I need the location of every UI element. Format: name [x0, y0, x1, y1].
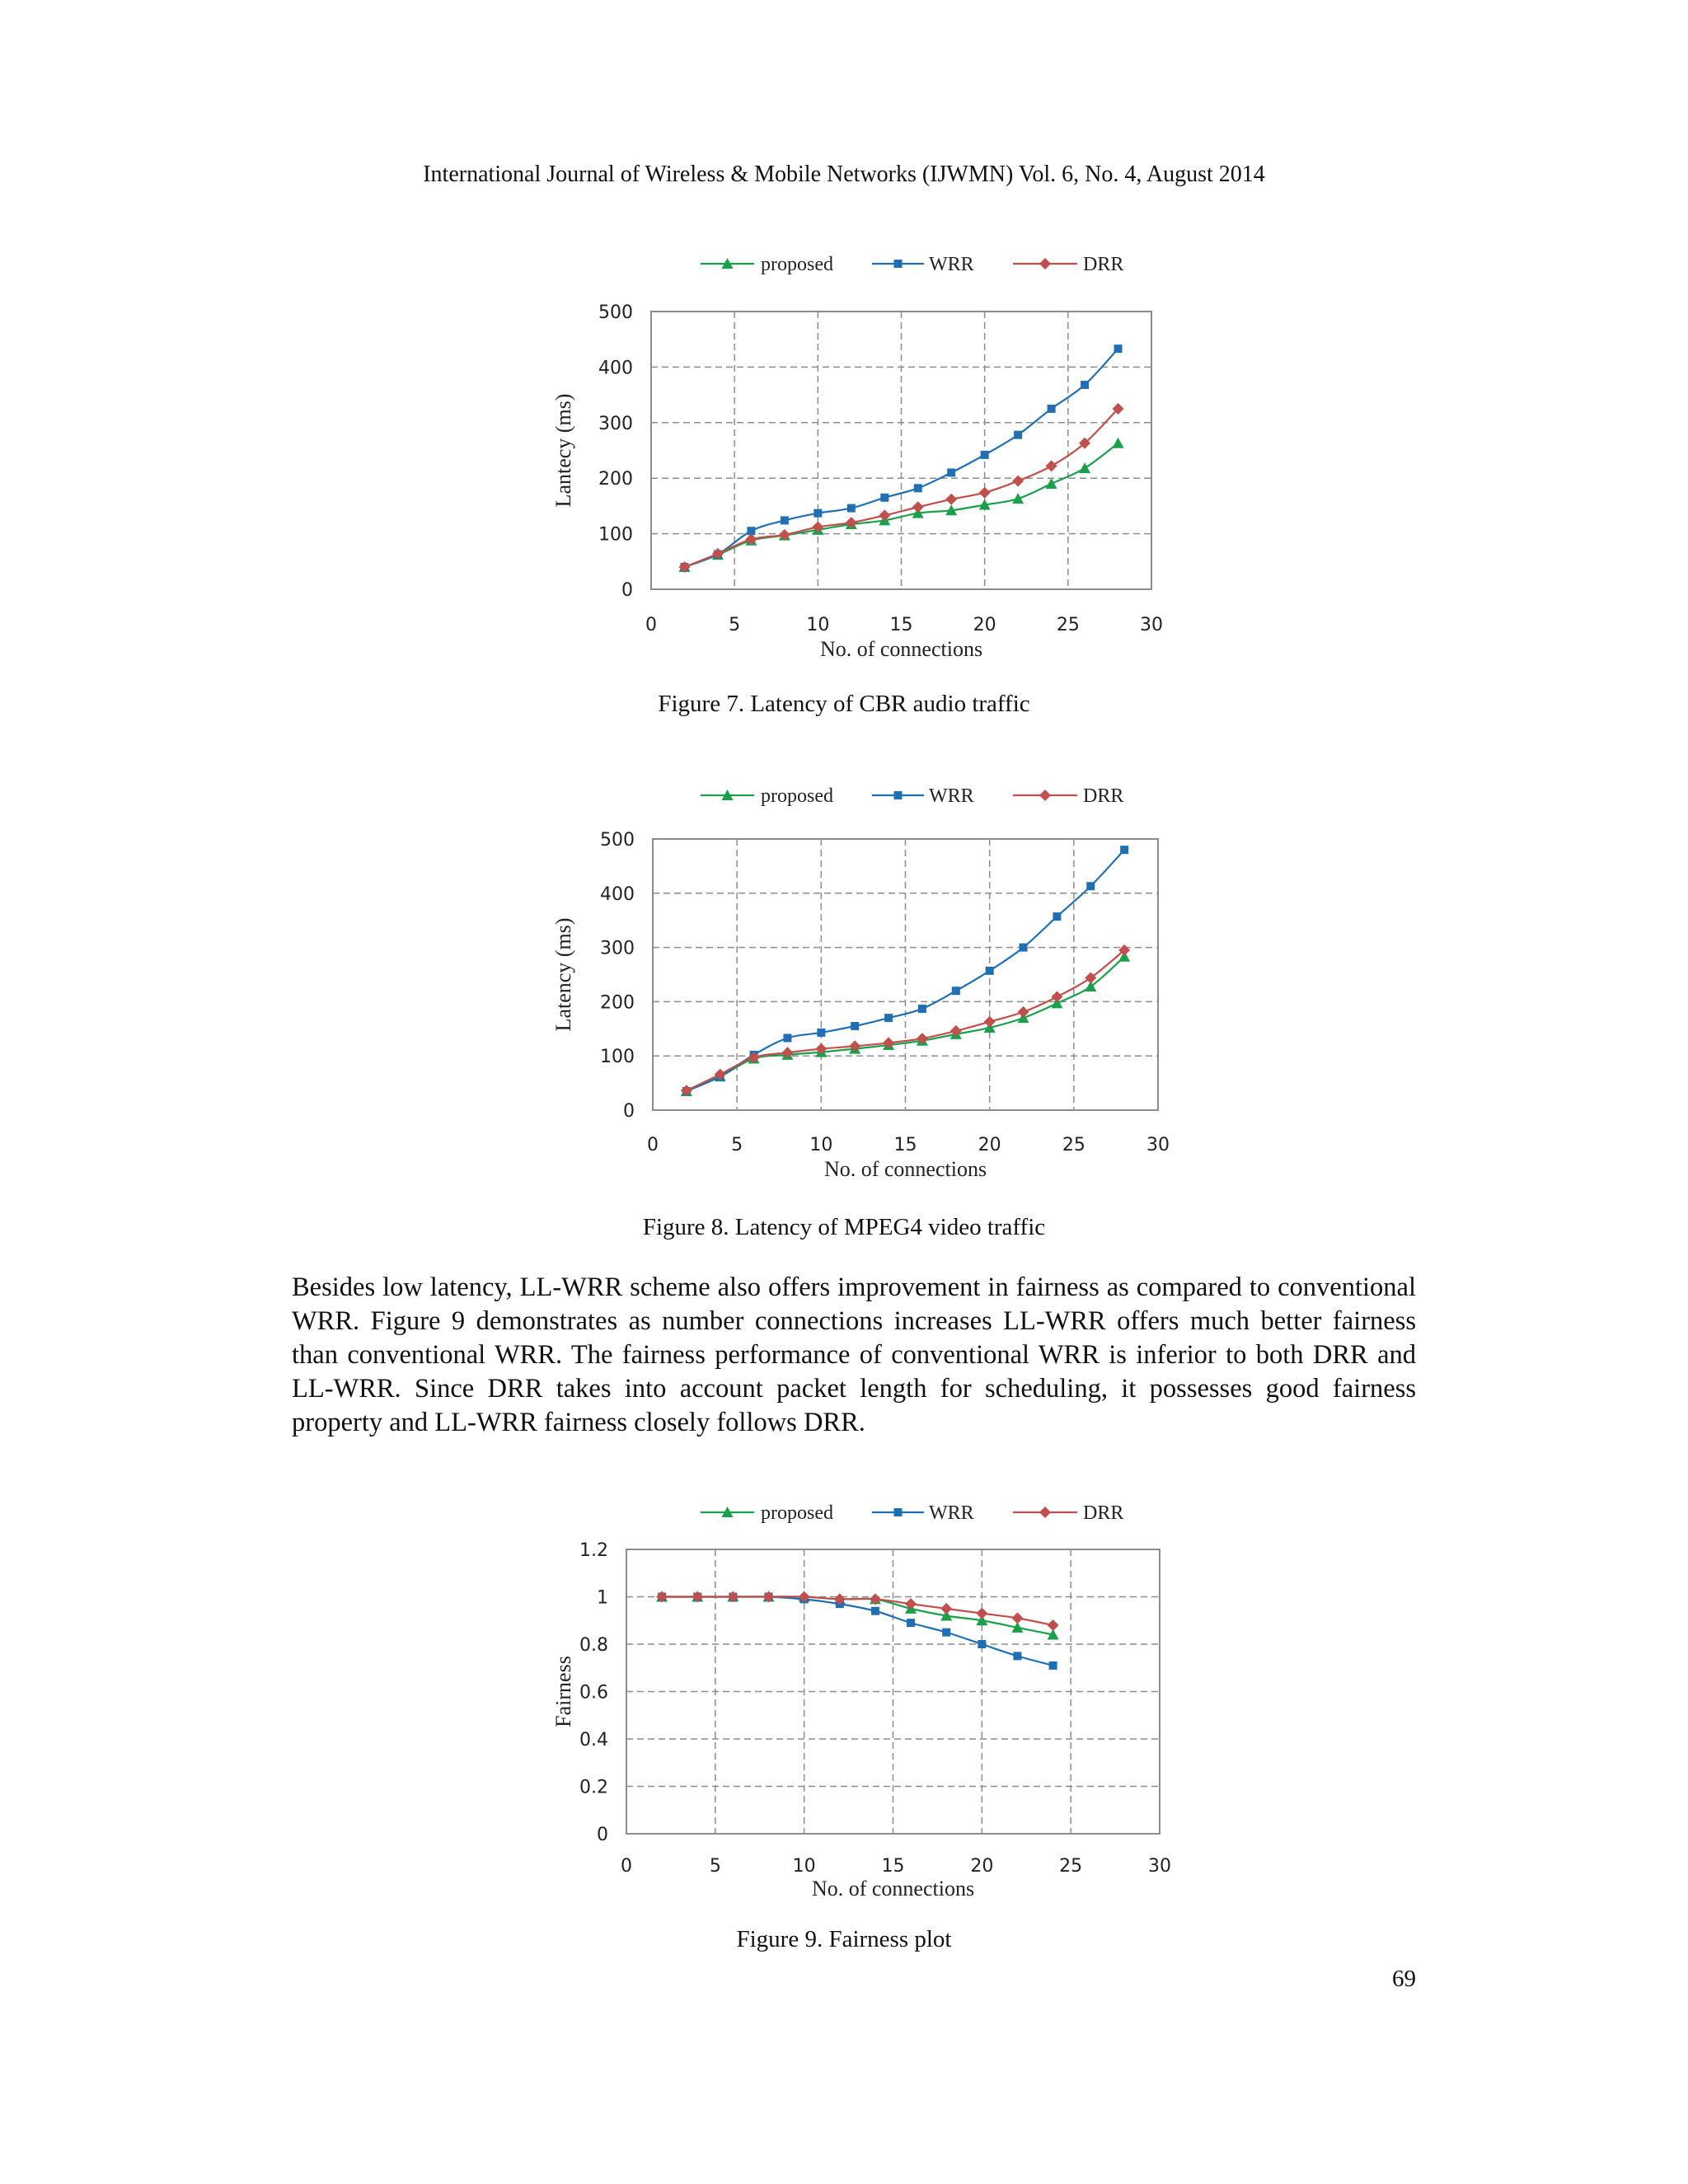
x-tick-label: 0 [647, 1135, 659, 1155]
x-axis-title: No. of connections [811, 1877, 975, 1900]
y-tick-label: 1.2 [579, 1540, 608, 1561]
data-point-WRR [1114, 344, 1123, 353]
y-tick-label: 300 [600, 938, 635, 959]
x-tick-label: 5 [731, 1135, 743, 1155]
data-point-WRR [871, 1607, 879, 1615]
figure-7-svg [528, 239, 1170, 676]
y-tick-label: 200 [600, 992, 635, 1014]
running-header: International Journal of Wireless & Mobile Networks (IJWMN) Vol. 6, No. 4, August 2014 [423, 162, 1265, 187]
data-point-WRR [942, 1629, 950, 1637]
y-tick-label: 0 [621, 580, 633, 601]
y-tick-label: 100 [600, 1047, 635, 1068]
figure-9-caption: Figure 9. Fairness plot [736, 1926, 952, 1952]
data-point-WRR [814, 509, 822, 518]
data-point-WRR [1086, 882, 1095, 890]
body-paragraph: Besides low latency, LL-WRR scheme also offers improvement in fairness as compared to conventional WRR. Figure 9 demonstrates as number connections increases LL-WRR offers much better fairness than conventional WRR. The fairness performance of conventional WRR is inferior to both DRR and LL-WRR. Since DRR takes into account packet length for scheduling, it possesses good fairness property and LL-WRR fairness closely follows DRR. [292, 1272, 1416, 1437]
figure-9-chart [528, 1488, 1170, 1916]
data-point-WRR [1048, 405, 1056, 413]
data-point-WRR [914, 484, 922, 492]
y-tick-label: 200 [598, 469, 633, 490]
x-tick-label: 10 [792, 1856, 816, 1877]
x-tick-label: 5 [729, 615, 741, 635]
data-point-WRR [947, 468, 955, 476]
data-point-WRR [907, 1619, 915, 1627]
x-tick-label: 0 [621, 1856, 632, 1877]
y-axis-title: Latency (ms) [551, 917, 575, 1032]
legend-label-proposed: proposed [761, 785, 833, 807]
x-tick-label: 30 [1146, 1135, 1170, 1155]
legend-label-DRR: DRR [1083, 254, 1124, 275]
legend-marker-DRR [1039, 1507, 1051, 1518]
page-number: 69 [1392, 1966, 1416, 1992]
y-tick-label: 400 [600, 883, 635, 905]
legend-label-proposed: proposed [761, 254, 833, 275]
y-tick-label: 0 [597, 1825, 608, 1845]
x-tick-label: 25 [1056, 615, 1080, 635]
y-tick-label: 0 [623, 1101, 635, 1122]
data-point-WRR [880, 494, 889, 502]
data-point-WRR [1014, 431, 1022, 439]
y-tick-label: 400 [598, 358, 633, 379]
y-tick-label: 500 [598, 302, 633, 323]
legend-marker-WRR [894, 1508, 903, 1516]
x-tick-label: 0 [645, 615, 657, 635]
x-tick-label: 10 [806, 615, 830, 635]
x-tick-label: 25 [1062, 1135, 1085, 1155]
y-axis-title: Lantecy (ms) [551, 393, 575, 508]
x-tick-label: 15 [881, 1856, 905, 1877]
x-tick-label: 20 [970, 1856, 994, 1877]
data-point-WRR [817, 1029, 825, 1037]
data-point-WRR [1020, 944, 1028, 952]
x-axis-title: No. of connections [819, 637, 983, 661]
data-point-WRR [1120, 846, 1128, 854]
data-point-WRR [986, 967, 994, 975]
y-tick-label: 0.4 [579, 1730, 608, 1750]
data-point-WRR [1049, 1661, 1057, 1670]
legend-label-proposed: proposed [761, 1502, 833, 1524]
legend-marker-DRR [1039, 790, 1051, 801]
legend-marker-WRR [894, 260, 903, 268]
legend-label-DRR: DRR [1083, 1502, 1124, 1524]
legend-label-DRR: DRR [1083, 785, 1124, 807]
y-tick-label: 1 [597, 1587, 608, 1609]
y-tick-label: 0.2 [579, 1777, 608, 1798]
x-tick-label: 5 [709, 1856, 721, 1877]
x-tick-label: 10 [809, 1135, 833, 1155]
data-point-WRR [1081, 381, 1089, 389]
legend-marker-DRR [1039, 258, 1051, 269]
data-point-WRR [1053, 912, 1061, 921]
x-axis-title: No. of connections [823, 1157, 987, 1181]
y-tick-label: 0.8 [579, 1635, 608, 1656]
x-tick-label: 30 [1148, 1856, 1171, 1877]
figure-7-chart [528, 239, 1170, 676]
data-point-WRR [981, 451, 989, 459]
legend-label-WRR: WRR [929, 1502, 974, 1524]
y-axis-title: Fairness [551, 1656, 575, 1727]
x-tick-label: 20 [973, 615, 996, 635]
figure-8-svg [528, 771, 1170, 1199]
legend-label-WRR: WRR [929, 785, 974, 807]
legend-marker-WRR [894, 791, 903, 799]
figure-8-caption: Figure 8. Latency of MPEG4 video traffic [642, 1214, 1046, 1240]
x-tick-label: 30 [1140, 615, 1163, 635]
data-point-WRR [781, 516, 789, 524]
data-point-WRR [1013, 1652, 1021, 1660]
data-point-WRR [884, 1014, 893, 1022]
figure-7-caption: Figure 7. Latency of CBR audio traffic [658, 691, 1030, 717]
data-point-WRR [783, 1033, 791, 1042]
data-point-WRR [851, 1022, 859, 1030]
data-point-WRR [918, 1005, 926, 1013]
y-tick-label: 0.6 [579, 1682, 608, 1704]
x-tick-label: 20 [978, 1135, 1001, 1155]
x-tick-label: 15 [893, 1135, 917, 1155]
data-point-WRR [952, 987, 960, 995]
y-tick-label: 500 [600, 830, 635, 851]
y-tick-label: 300 [598, 413, 633, 434]
figure-9-svg [528, 1488, 1170, 1916]
figure-8-chart [528, 771, 1170, 1199]
legend-label-WRR: WRR [929, 254, 974, 275]
x-tick-label: 15 [889, 615, 913, 635]
y-tick-label: 100 [598, 524, 633, 546]
x-tick-label: 25 [1059, 1856, 1083, 1877]
data-point-WRR [847, 504, 856, 513]
data-point-WRR [978, 1640, 986, 1648]
